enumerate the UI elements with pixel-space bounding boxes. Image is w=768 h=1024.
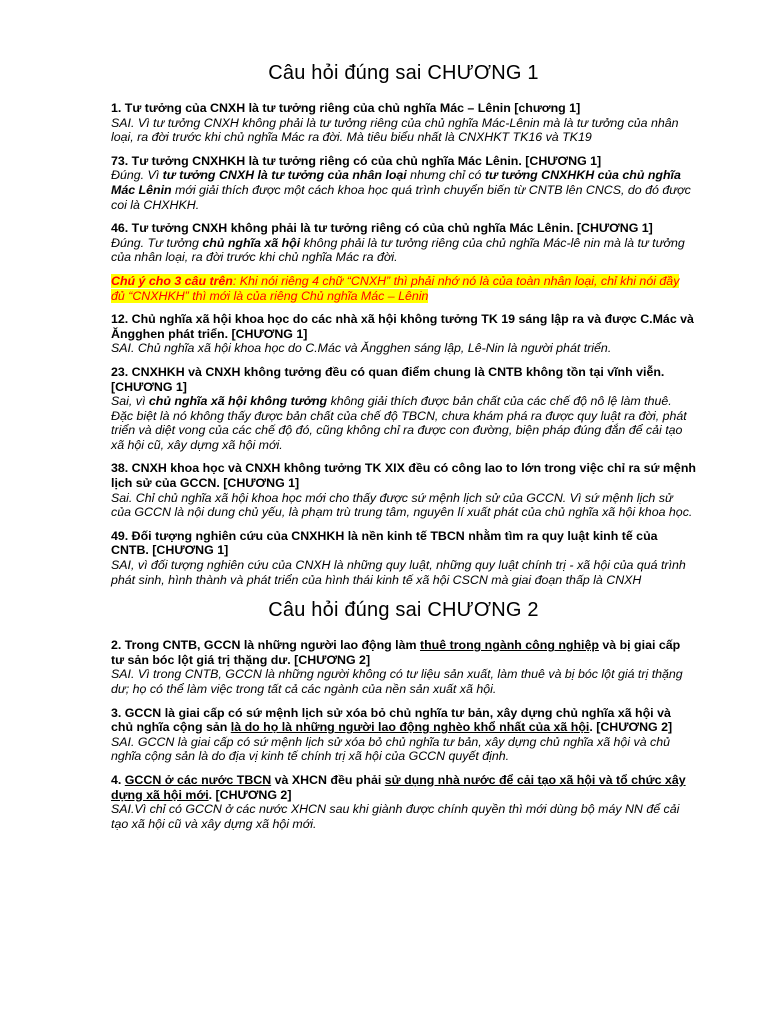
highlighted-note	[111, 274, 696, 303]
answer-text: Đúng. Tư tưởng chủ nghĩa xã hội không phải là tư tưởng riêng của chủ nghĩa Mác-lê nin mà là tư tưởng của nhân loại, ra đời trước khi chủ nghĩa Mác ra đời.	[111, 235, 685, 265]
question-text: 49. Đối tượng nghiên cứu của CNXHKH là nền kinh tế TBCN nhằm tìm ra quy luật kinh tế của CNTB. [CHƯƠNG 1]	[111, 528, 658, 558]
question-text: 1. Tư tưởng của CNXH là tư tưởng riêng của chủ nghĩa Mác – Lênin [chương 1]	[111, 101, 581, 115]
question-item-1	[111, 101, 696, 145]
question-item-4	[111, 773, 696, 831]
question-item-23	[111, 365, 696, 453]
question-item-46	[111, 221, 696, 265]
question-text: 4. GCCN ở các nước TBCN và XHCN đều phải sử dụng nhà nước để cải tạo xã hội và tổ chức xây dựng xã hội mới. [CHƯƠNG 2]	[111, 772, 686, 802]
question-item-3	[111, 706, 696, 764]
question-text: 3. GCCN là giai cấp có sứ mệnh lịch sử xóa bỏ chủ nghĩa tư bản, xây dựng chủ nghĩa xã hội và chủ nghĩa cộng sản là do họ là những người lao động nghèo khổ nhất của xã hội. [CHƯƠNG 2]	[111, 705, 673, 735]
question-text: 38. CNXH khoa học và CNXH không tưởng TK XIX đều có công lao to lớn trong việc chỉ ra sứ mệnh lịch sử của GCCN. [CHƯƠNG 1]	[111, 461, 696, 491]
answer-text: SAI. GCCN là giai cấp có sứ mệnh lịch sử xóa bỏ chủ nghĩa tư bản, xây dựng chủ nghĩa xã hội và chủ nghĩa cộng sản là do địa vị kinh tế chính trị xã hội của GCCN quyết định.	[111, 734, 671, 764]
note-highlight	[111, 274, 679, 303]
answer-text: Sai, vì chủ nghĩa xã hội không tưởng không giải thích được bản chất của các chế độ nô lệ làm thuê. Đặc biệt là nó không thấy được bản chất của chế độ TBCN, chưa khám phá ra được quy luật ra đời, phát triển và diệt vong của các chế độ đó, cũng không chỉ ra được con đường, biện pháp đúng đắn để cải tạo xã hội cũ, xây dựng xã hội mới.	[111, 394, 687, 452]
chapter-1-title: Câu hỏi đúng sai CHƯƠNG 1	[268, 62, 539, 84]
question-text: 23. CNXHKH và CNXH không tưởng đều có quan điểm chung là CNTB không tồn tại vĩnh viễn. [CHƯƠNG 1]	[111, 364, 665, 394]
question-item-73	[111, 154, 696, 212]
question-text: 46. Tư tưởng CNXH không phải là tư tưởng riêng có của chủ nghĩa Mác Lênin. [CHƯƠNG 1]	[111, 221, 653, 236]
question-text: 73. Tư tưởng CNXHKH là tư tưởng riêng có của chủ nghĩa Mác Lênin. [CHƯƠNG 1]	[111, 153, 602, 168]
question-text: 2. Trong CNTB, GCCN là những người lao động làm thuê trong ngành công nghiệp và bị giai cấp tư sản bóc lột giá trị thặng dư. [CHƯƠNG 2]	[111, 638, 681, 667]
answer-text: SAI, vì đối tượng nghiên cứu của CNXH là những quy luật, những quy luật chính trị - xã hội của quá trình phát sinh, hình thành và phát triển của hình thái kinh tế xã hội CSCN mà giai đoạn thấp là CNXH	[111, 558, 686, 587]
answer-text: SAI. Chủ nghĩa xã hội khoa học do C.Mác và Ăngghen sáng lập, Lê-Nin là người phát triển.	[111, 341, 612, 356]
answer-text: SAI. Vì trong CNTB, GCCN là những người không có tư liệu sản xuất, làm thuê và bị bóc lột giá trị thặng dư; họ có thể làm việc trong tất cả các ngành của nền sản xuất xã hội.	[111, 667, 683, 696]
question-item-49	[111, 529, 696, 587]
question-item-38	[111, 461, 696, 519]
answer-text: SAI.Vì chỉ có GCCN ở các nước XHCN sau khi giành được chính quyền thì mới dùng bộ máy NN để cải tạo xã hội cũ và xây dựng xã hội mới.	[111, 802, 680, 831]
chapter-2-title: Câu hỏi đúng sai CHƯƠNG 2	[268, 599, 539, 622]
note-label: Chú ý cho 3 câu trên	[111, 273, 233, 288]
question-text: 12. Chủ nghĩa xã hội khoa học do các nhà xã hội không tưởng TK 19 sáng lập ra và được C.Mác và Ăngghen phát triển. [CHƯƠNG 1]	[111, 312, 694, 341]
question-item-2	[111, 638, 696, 696]
answer-text: Sai. Chỉ chủ nghĩa xã hội khoa học mới cho thấy được sứ mệnh lịch sử của GCCN. Vì sứ mệnh lịch sử của GCCN là nội dung chủ yếu, là phạm trù trung tâm, nguyên lí xuất phát của chủ nghĩa xã hội khoa học.	[111, 490, 693, 520]
answer-text: SAI. Vì tư tưởng CNXH không phải là tư tưởng riêng của chủ nghĩa Mác-Lênin mà là tư tưởng của nhân loại, ra đời trước khi chủ nghĩa Mác ra đời. Mà tiêu biểu nhất là CNXHKT TK16 và TK19	[111, 115, 679, 145]
answer-text: Đúng. Vì tư tưởng CNXH là tư tưởng của nhân loại nhưng chỉ có tư tưởng CNXHKH của chủ nghĩa Mác Lênin mới giải thích được một cách khoa học quá trình chuyển biến từ CNTB lên CNCS, do đó được coi là CHXHKH.	[111, 168, 691, 212]
note-text: : Khi nói riêng 4 chữ “CNXH” thì phải nhớ nó là của toàn nhân loại, chỉ khi nói đầy đủ “CNXHKH” thì mới là của riêng Chủ nghĩa Mác – Lênin	[111, 273, 680, 303]
question-item-12	[111, 312, 696, 356]
